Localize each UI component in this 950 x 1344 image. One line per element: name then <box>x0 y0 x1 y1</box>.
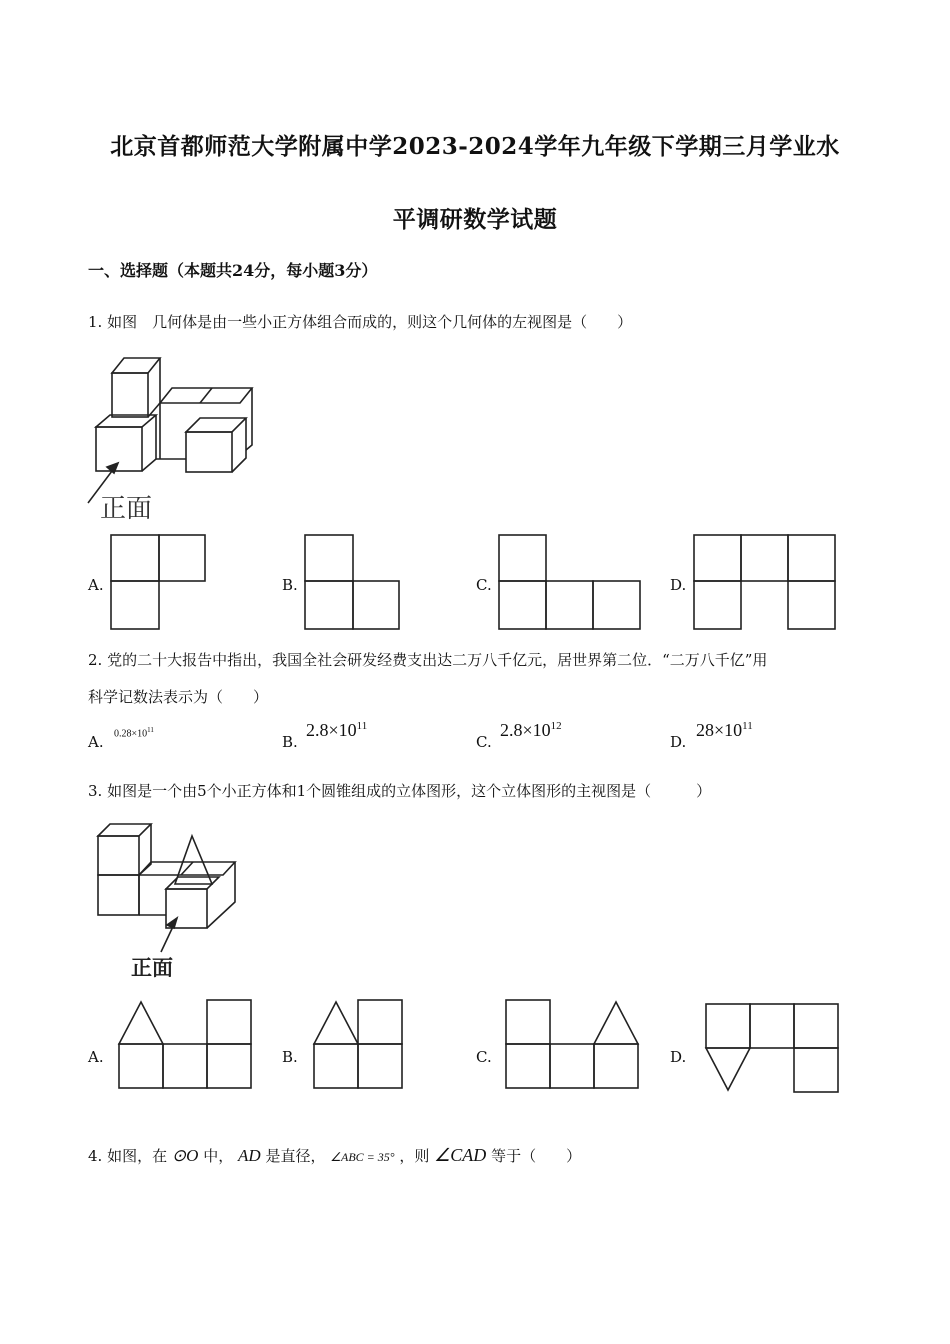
q1-front-cube <box>96 427 142 471</box>
q1-top-cube-top-face <box>112 358 160 373</box>
q3-option-a-label[interactable]: A. <box>88 1048 104 1066</box>
q1-option-d-label[interactable]: D. <box>670 576 687 594</box>
section-heading: 一、选择题（本题共24分，每小题3分） <box>88 261 378 280</box>
q3-option-d-figure <box>706 1004 842 1096</box>
question-2-line2: 科学记数法表示为（ ） <box>88 688 269 706</box>
q1-option-d-figure <box>694 535 839 631</box>
question-1-text: 1. 如图 几何体是由一些小正方体组合而成的，则这个几何体的左视图是（ ） <box>88 313 633 331</box>
q1-option-a-figure <box>111 535 207 631</box>
question-2-line1: 2. 党的二十大报告中指出，我国全社会研发经费支出达二万八千亿元，居世界第二位．“二万八千亿”用 <box>88 651 768 669</box>
question-3-text: 3. 如图是一个由5个小正方体和1个圆锥组成的立体图形，这个立体图形的主视图是（ ） <box>88 782 712 800</box>
angle-cad: ∠CAD <box>434 1145 487 1165</box>
q1-top-cube-front <box>112 373 148 417</box>
q3-option-c-figure <box>506 1000 642 1092</box>
q3-option-c-label[interactable]: C. <box>476 1048 492 1066</box>
q2-option-a-label[interactable]: A. <box>88 733 104 751</box>
q1-front-label: 正面 <box>100 494 153 524</box>
q1-option-c-figure <box>499 535 644 631</box>
q3-option-d-label[interactable]: D. <box>670 1048 687 1066</box>
q3-option-a-figure <box>119 1000 255 1092</box>
q2-option-d-label[interactable]: D. <box>670 733 687 751</box>
q1-option-c-label[interactable]: C. <box>476 576 492 594</box>
q3-front-label: 正面 <box>131 956 173 980</box>
q3-solid-figure <box>95 822 255 982</box>
angle-abc: ∠ABC = 35° <box>330 1150 395 1164</box>
q1-option-a-label[interactable]: A. <box>88 576 104 594</box>
q2-option-b-value: $2.8\times 10^{11}$ <box>306 720 368 740</box>
q2-option-d-value: $28\times 10^{11}$ <box>696 720 753 740</box>
q2-option-c-label[interactable]: C. <box>476 733 492 751</box>
q1-top-cube-side <box>148 358 160 417</box>
segment-ad: AD <box>237 1146 261 1165</box>
page-title-line1: 北京首都师范大学附属中学2023-2024学年九年级下学期三月学业水 <box>110 133 840 160</box>
q3-option-b-figure <box>314 1000 406 1092</box>
circle-o-symbol: ⊙O <box>171 1146 199 1165</box>
q2-option-c-value: $2.8\times 10^{12}$ <box>500 720 562 740</box>
q2-option-a-value: $0.28\times 10^{11}$ <box>114 726 154 740</box>
q2-option-b-label[interactable]: B. <box>282 733 298 751</box>
question-4-text: 4. 如图，在 ⊙O 中， AD 是直径， ∠ABC = 35° ，则 ∠CAD 等于（ ） <box>88 1145 582 1165</box>
q1-option-b-label[interactable]: B. <box>282 576 298 594</box>
q1-right-cube <box>186 432 232 472</box>
page-title-line2: 平调研数学试题 <box>392 206 558 233</box>
q1-option-b-figure <box>305 535 401 631</box>
q3-option-b-label[interactable]: B. <box>282 1048 298 1066</box>
